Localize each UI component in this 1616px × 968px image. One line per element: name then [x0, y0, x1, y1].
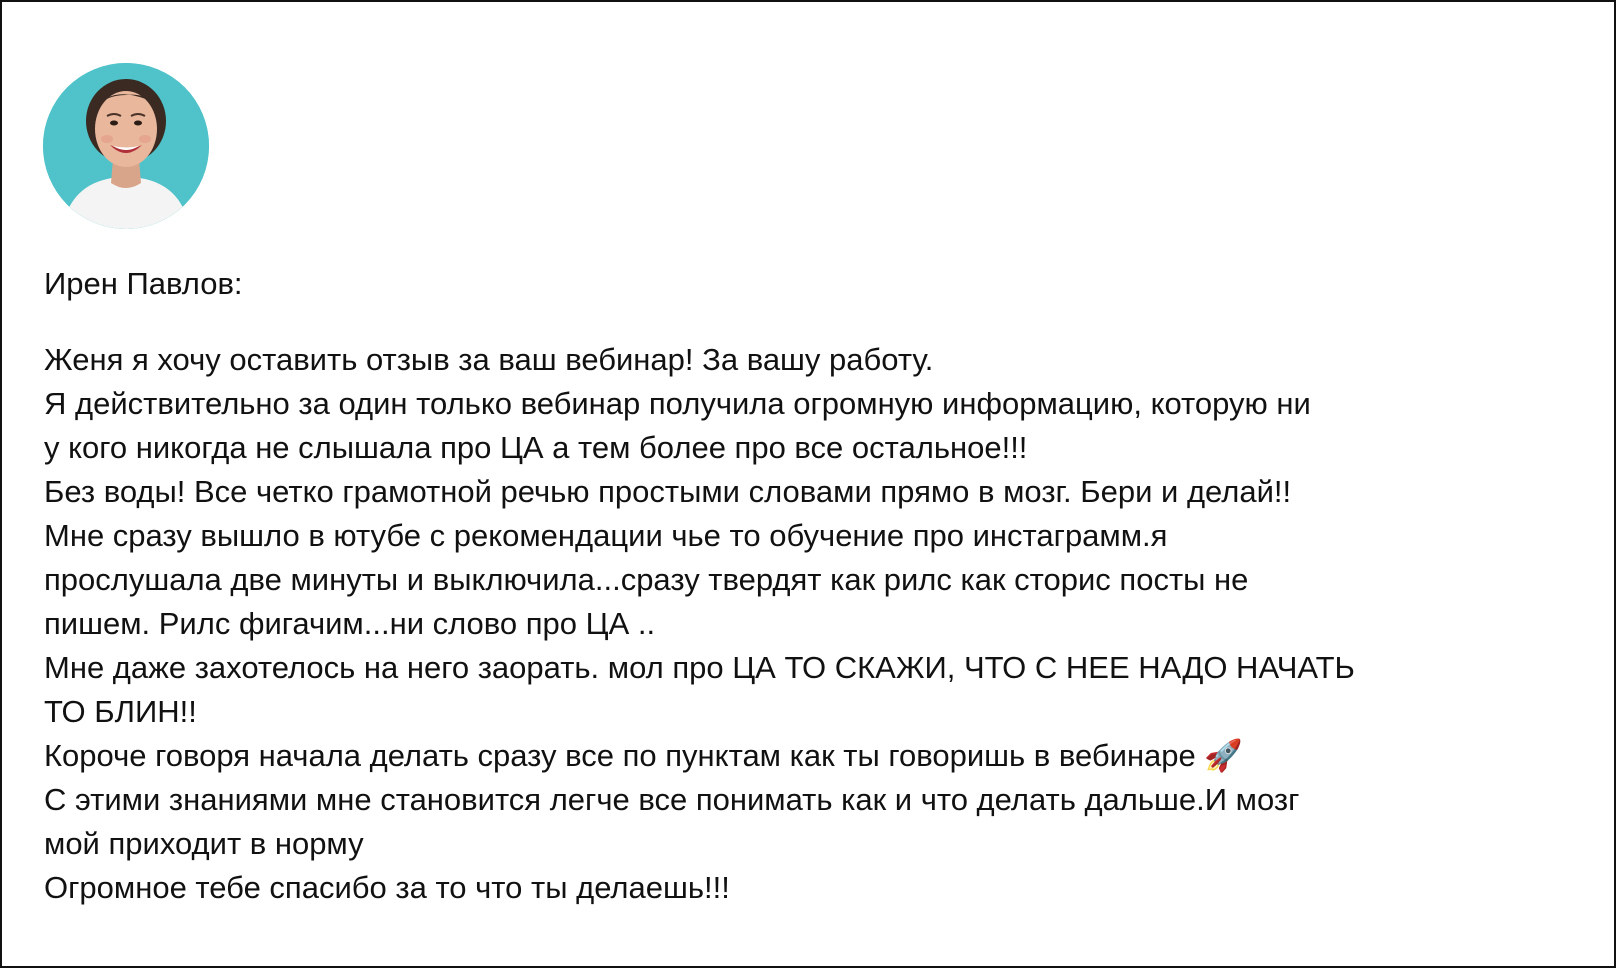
review-line: пишем. Рилс фигачим...ни слово про ЦА ..	[44, 606, 656, 641]
author-name: Ирен Павлов:	[44, 266, 243, 301]
review-line: Без воды! Все четко грамотной речью простыми словами прямо в мозг. Бери и делай!!	[44, 474, 1292, 509]
review-line: у кого никогда не слышала про ЦА а тем более про все остальное!!!	[44, 430, 1028, 465]
review-line: Огромное тебе спасибо за то что ты делаешь!!!	[44, 870, 730, 905]
review-line: мой приходит в норму	[44, 826, 364, 861]
review-line: Мне сразу вышло в ютубе с рекомендации чье то обучение про инстаграмм.я	[44, 518, 1168, 553]
review-line: ТО БЛИН!!	[44, 694, 197, 729]
author-avatar	[43, 63, 209, 229]
review-line: прослушала две минуты и выключила...сразу твердят как рилс как сторис посты не	[44, 562, 1249, 597]
profile-photo-icon	[43, 63, 209, 229]
review-line: Короче говоря начала делать сразу все по пунктам как ты говоришь в вебинаре 🚀	[44, 738, 1243, 773]
review-line: Мне даже захотелось на него заорать. мол про ЦА ТО СКАЖИ, ЧТО С НЕЕ НАДО НАЧАТЬ	[44, 650, 1355, 685]
review-line: Женя я хочу оставить отзыв за ваш вебинар! За вашу работу.	[44, 342, 934, 377]
review-line: С этими знаниями мне становится легче все понимать как и что делать дальше.И мозг	[44, 782, 1300, 817]
review-line: Я действительно за один только вебинар получила огромную информацию, которую ни	[44, 386, 1311, 421]
review-text	[44, 338, 1584, 910]
